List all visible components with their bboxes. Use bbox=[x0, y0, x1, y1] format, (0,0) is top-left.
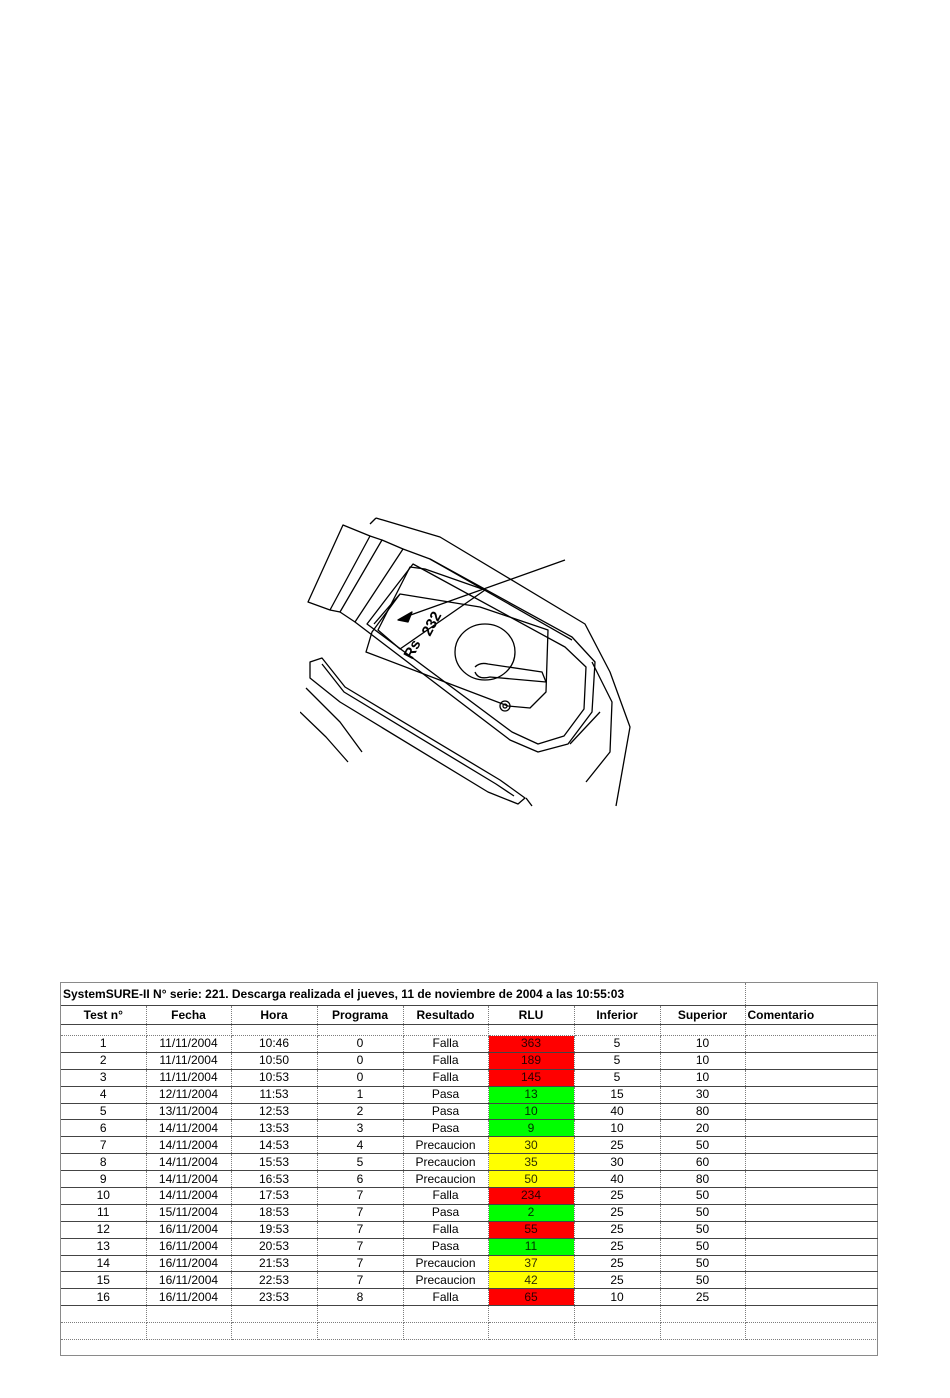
cell-resultado: Falla bbox=[403, 1188, 488, 1205]
cell-hora: 21:53 bbox=[231, 1255, 317, 1272]
cell-resultado: Falla bbox=[403, 1221, 488, 1238]
cell-resultado: Falla bbox=[403, 1289, 488, 1306]
cell-programa: 0 bbox=[317, 1036, 403, 1053]
cell-comentario bbox=[745, 1052, 878, 1069]
cell-rlu: 2 bbox=[488, 1204, 574, 1221]
cell-test: 14 bbox=[61, 1255, 146, 1272]
cell-superior: 10 bbox=[660, 1052, 745, 1069]
cell-fecha: 11/11/2004 bbox=[146, 1036, 231, 1053]
table-row bbox=[61, 1221, 878, 1238]
cell-rlu: 363 bbox=[488, 1036, 574, 1053]
cell-comentario bbox=[745, 1086, 878, 1103]
results-spreadsheet bbox=[60, 982, 878, 1356]
cell-resultado: Falla bbox=[403, 1052, 488, 1069]
cell-fecha: 14/11/2004 bbox=[146, 1188, 231, 1205]
cell-comentario bbox=[745, 1272, 878, 1289]
cell-fecha: 16/11/2004 bbox=[146, 1272, 231, 1289]
cell-comentario bbox=[745, 1171, 878, 1188]
table-body bbox=[61, 983, 878, 1340]
cell-fecha: 14/11/2004 bbox=[146, 1154, 231, 1171]
header-programa: Programa bbox=[317, 1006, 403, 1025]
cell-superior: 25 bbox=[660, 1289, 745, 1306]
cell-programa: 7 bbox=[317, 1238, 403, 1255]
cell-test: 12 bbox=[61, 1221, 146, 1238]
cell-resultado: Pasa bbox=[403, 1204, 488, 1221]
header-row bbox=[61, 1006, 878, 1025]
cell-programa: 2 bbox=[317, 1103, 403, 1120]
cell-programa: 7 bbox=[317, 1255, 403, 1272]
cell-hora: 15:53 bbox=[231, 1154, 317, 1171]
cell-inferior: 5 bbox=[574, 1052, 660, 1069]
cell-inferior: 5 bbox=[574, 1036, 660, 1053]
cell-test: 5 bbox=[61, 1103, 146, 1120]
cell-rlu: 65 bbox=[488, 1289, 574, 1306]
cell-superior: 10 bbox=[660, 1069, 745, 1086]
cell-superior: 50 bbox=[660, 1221, 745, 1238]
cell-test: 4 bbox=[61, 1086, 146, 1103]
cell-rlu: 10 bbox=[488, 1103, 574, 1120]
header-rlu: RLU bbox=[488, 1006, 574, 1025]
cell-rlu: 37 bbox=[488, 1255, 574, 1272]
cell-programa: 6 bbox=[317, 1171, 403, 1188]
cell-hora: 11:53 bbox=[231, 1086, 317, 1103]
cell-hora: 20:53 bbox=[231, 1238, 317, 1255]
cell-superior: 20 bbox=[660, 1120, 745, 1137]
cell-inferior: 25 bbox=[574, 1137, 660, 1154]
cell-inferior: 25 bbox=[574, 1238, 660, 1255]
luminometer-drawing bbox=[300, 512, 640, 812]
cell-resultado: Precaucion bbox=[403, 1171, 488, 1188]
cell-programa: 0 bbox=[317, 1069, 403, 1086]
cell-test: 2 bbox=[61, 1052, 146, 1069]
cell-fecha: 12/11/2004 bbox=[146, 1086, 231, 1103]
cell-resultado: Pasa bbox=[403, 1238, 488, 1255]
cell-resultado: Precaucion bbox=[403, 1137, 488, 1154]
cell-rlu: 35 bbox=[488, 1154, 574, 1171]
cell-resultado: Falla bbox=[403, 1069, 488, 1086]
cell-resultado: Precaucion bbox=[403, 1154, 488, 1171]
cell-inferior: 30 bbox=[574, 1154, 660, 1171]
header-hora: Hora bbox=[231, 1006, 317, 1025]
cell-hora: 10:46 bbox=[231, 1036, 317, 1053]
table-row bbox=[61, 1086, 878, 1103]
label-prefix: Rs bbox=[400, 636, 425, 662]
cell-superior: 50 bbox=[660, 1272, 745, 1289]
table-row bbox=[61, 1154, 878, 1171]
cell-test: 8 bbox=[61, 1154, 146, 1171]
cell-rlu: 189 bbox=[488, 1052, 574, 1069]
cell-test: 3 bbox=[61, 1069, 146, 1086]
cell-fecha: 16/11/2004 bbox=[146, 1238, 231, 1255]
cell-resultado: Precaucion bbox=[403, 1255, 488, 1272]
cell-inferior: 40 bbox=[574, 1171, 660, 1188]
cell-superior: 30 bbox=[660, 1086, 745, 1103]
cell-rlu: 42 bbox=[488, 1272, 574, 1289]
cell-hora: 14:53 bbox=[231, 1137, 317, 1154]
cell-superior: 50 bbox=[660, 1255, 745, 1272]
header-comentario: Comentario bbox=[745, 1006, 878, 1025]
cell-fecha: 11/11/2004 bbox=[146, 1069, 231, 1086]
cell-programa: 3 bbox=[317, 1120, 403, 1137]
cell-fecha: 14/11/2004 bbox=[146, 1137, 231, 1154]
cell-inferior: 25 bbox=[574, 1221, 660, 1238]
table-row bbox=[61, 1171, 878, 1188]
cell-rlu: 50 bbox=[488, 1171, 574, 1188]
cell-superior: 50 bbox=[660, 1137, 745, 1154]
cell-inferior: 10 bbox=[574, 1120, 660, 1137]
cell-test: 11 bbox=[61, 1204, 146, 1221]
cell-comentario bbox=[745, 1036, 878, 1053]
cell-test: 16 bbox=[61, 1289, 146, 1306]
cell-comentario bbox=[745, 1289, 878, 1306]
cell-inferior: 15 bbox=[574, 1086, 660, 1103]
cell-hora: 23:53 bbox=[231, 1289, 317, 1306]
cell-test: 9 bbox=[61, 1171, 146, 1188]
table-row bbox=[61, 1272, 878, 1289]
cell-superior: 60 bbox=[660, 1154, 745, 1171]
cell-superior: 50 bbox=[660, 1204, 745, 1221]
cell-superior: 50 bbox=[660, 1188, 745, 1205]
table-row bbox=[61, 1069, 878, 1086]
table-row bbox=[61, 1120, 878, 1137]
cell-comentario bbox=[745, 1137, 878, 1154]
cell-test: 10 bbox=[61, 1188, 146, 1205]
table-row bbox=[61, 1137, 878, 1154]
cell-comentario bbox=[745, 1154, 878, 1171]
cell-fecha: 14/11/2004 bbox=[146, 1120, 231, 1137]
header-superior: Superior bbox=[660, 1006, 745, 1025]
cell-programa: 5 bbox=[317, 1154, 403, 1171]
cell-superior: 50 bbox=[660, 1238, 745, 1255]
title-empty-cell bbox=[745, 983, 878, 1006]
header-inferior: Inferior bbox=[574, 1006, 660, 1025]
cell-test: 13 bbox=[61, 1238, 146, 1255]
cell-rlu: 145 bbox=[488, 1069, 574, 1086]
cell-fecha: 16/11/2004 bbox=[146, 1255, 231, 1272]
cell-resultado: Precaucion bbox=[403, 1272, 488, 1289]
cell-resultado: Falla bbox=[403, 1036, 488, 1053]
title-row bbox=[61, 983, 878, 1006]
cell-inferior: 25 bbox=[574, 1272, 660, 1289]
cell-hora: 16:53 bbox=[231, 1171, 317, 1188]
table-row bbox=[61, 1052, 878, 1069]
cell-rlu: 9 bbox=[488, 1120, 574, 1137]
cell-resultado: Pasa bbox=[403, 1086, 488, 1103]
cell-programa: 8 bbox=[317, 1289, 403, 1306]
cell-comentario bbox=[745, 1255, 878, 1272]
cell-test: 6 bbox=[61, 1120, 146, 1137]
cell-fecha: 16/11/2004 bbox=[146, 1221, 231, 1238]
cell-resultado: Pasa bbox=[403, 1120, 488, 1137]
header-fecha: Fecha bbox=[146, 1006, 231, 1025]
cell-test: 7 bbox=[61, 1137, 146, 1154]
cell-hora: 22:53 bbox=[231, 1272, 317, 1289]
device-illustration bbox=[300, 512, 640, 812]
cell-programa: 7 bbox=[317, 1272, 403, 1289]
cell-comentario bbox=[745, 1204, 878, 1221]
cell-programa: 0 bbox=[317, 1052, 403, 1069]
cell-comentario bbox=[745, 1120, 878, 1137]
sheet-title: SystemSURE-II N° serie: 221. Descarga realizada el jueves, 11 de noviembre de 2004 a las 10:55:03 bbox=[61, 983, 745, 1006]
cell-superior: 10 bbox=[660, 1036, 745, 1053]
spacer-row bbox=[61, 1025, 878, 1036]
empty-row bbox=[61, 1323, 878, 1340]
table-row bbox=[61, 1188, 878, 1205]
cell-programa: 7 bbox=[317, 1204, 403, 1221]
cell-hora: 13:53 bbox=[231, 1120, 317, 1137]
cell-fecha: 13/11/2004 bbox=[146, 1103, 231, 1120]
cell-comentario bbox=[745, 1221, 878, 1238]
cell-comentario bbox=[745, 1103, 878, 1120]
cell-fecha: 14/11/2004 bbox=[146, 1171, 231, 1188]
table-row bbox=[61, 1036, 878, 1053]
cell-comentario bbox=[745, 1069, 878, 1086]
cell-inferior: 5 bbox=[574, 1069, 660, 1086]
cell-fecha: 15/11/2004 bbox=[146, 1204, 231, 1221]
cell-superior: 80 bbox=[660, 1171, 745, 1188]
table-row bbox=[61, 1255, 878, 1272]
cell-programa: 7 bbox=[317, 1221, 403, 1238]
cell-hora: 19:53 bbox=[231, 1221, 317, 1238]
cell-rlu: 234 bbox=[488, 1188, 574, 1205]
label-number: 232 bbox=[418, 608, 446, 639]
empty-row bbox=[61, 1306, 878, 1323]
cell-test: 1 bbox=[61, 1036, 146, 1053]
cell-programa: 7 bbox=[317, 1188, 403, 1205]
cell-comentario bbox=[745, 1188, 878, 1205]
cell-inferior: 25 bbox=[574, 1188, 660, 1205]
cell-inferior: 40 bbox=[574, 1103, 660, 1120]
cell-hora: 10:50 bbox=[231, 1052, 317, 1069]
cell-fecha: 16/11/2004 bbox=[146, 1289, 231, 1306]
cell-inferior: 25 bbox=[574, 1255, 660, 1272]
table-row bbox=[61, 1238, 878, 1255]
cell-inferior: 25 bbox=[574, 1204, 660, 1221]
cell-programa: 4 bbox=[317, 1137, 403, 1154]
cell-inferior: 10 bbox=[574, 1289, 660, 1306]
cell-hora: 10:53 bbox=[231, 1069, 317, 1086]
cell-comentario bbox=[745, 1238, 878, 1255]
table-row bbox=[61, 1289, 878, 1306]
cell-hora: 12:53 bbox=[231, 1103, 317, 1120]
table-row bbox=[61, 1204, 878, 1221]
cell-rlu: 55 bbox=[488, 1221, 574, 1238]
cell-hora: 17:53 bbox=[231, 1188, 317, 1205]
header-resultado: Resultado bbox=[403, 1006, 488, 1025]
cell-hora: 18:53 bbox=[231, 1204, 317, 1221]
table-row bbox=[61, 1103, 878, 1120]
cell-resultado: Pasa bbox=[403, 1103, 488, 1120]
cell-test: 15 bbox=[61, 1272, 146, 1289]
cell-rlu: 30 bbox=[488, 1137, 574, 1154]
header-test: Test n° bbox=[61, 1006, 146, 1025]
cell-fecha: 11/11/2004 bbox=[146, 1052, 231, 1069]
cell-rlu: 13 bbox=[488, 1086, 574, 1103]
cell-programa: 1 bbox=[317, 1086, 403, 1103]
cell-rlu: 11 bbox=[488, 1238, 574, 1255]
cell-superior: 80 bbox=[660, 1103, 745, 1120]
results-table bbox=[61, 983, 878, 1340]
